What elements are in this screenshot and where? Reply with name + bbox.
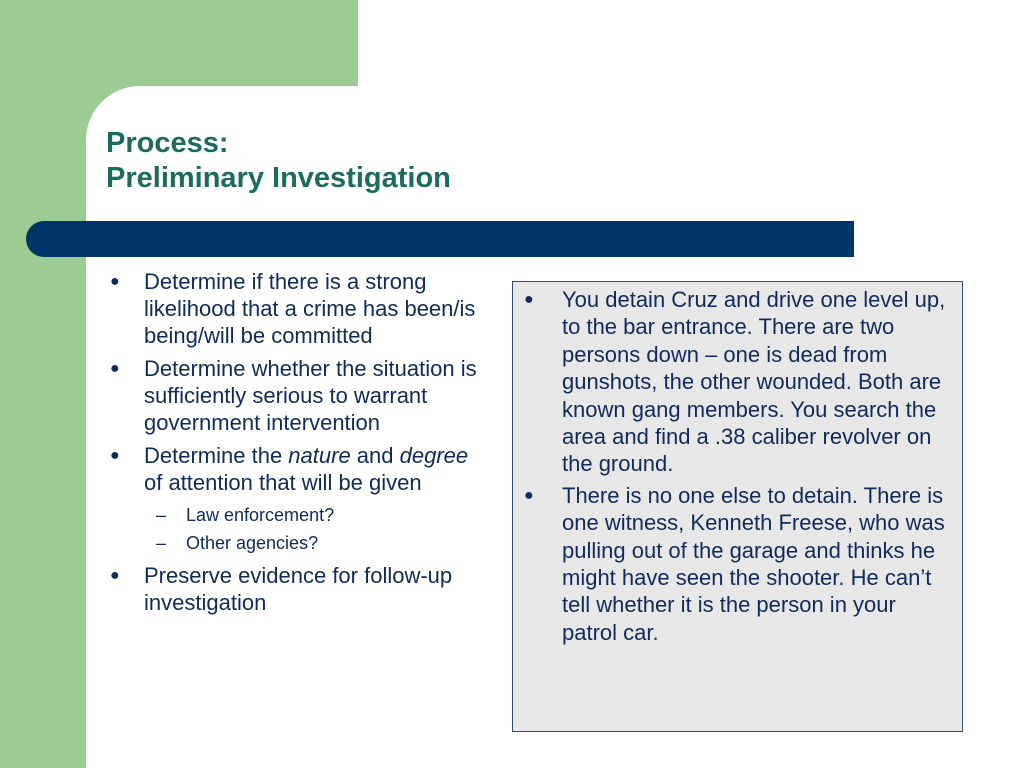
list-item: [106, 562, 492, 616]
list-item-text: Determine whether the situation is sufficiently serious to warrant government intervention: [144, 356, 477, 435]
list-item-text: [144, 443, 468, 495]
green-panel-left: [0, 0, 86, 768]
emphasis-degree: degree: [399, 443, 469, 468]
sub-list-item: [106, 502, 492, 528]
text-fragment: of attention that will be given: [144, 470, 422, 495]
slide-title: [106, 126, 451, 196]
title-underline-bar: [26, 221, 854, 257]
dash-icon: –: [156, 505, 167, 525]
list-item-text: There is no one else to detain. There is one witness, Kenneth Freese, who was pulling out of the garage and thinks he might have seen the shooter. He can’t tell whether it is the person in your patrol car.: [562, 482, 945, 645]
bullet-icon: ●: [110, 273, 120, 290]
text-fragment: Determine the: [144, 443, 289, 468]
text-fragment: and: [350, 443, 400, 468]
bullet-icon: ●: [110, 447, 120, 464]
title-line-1: Process:: [106, 127, 229, 159]
list-item: [106, 442, 492, 496]
list-item: [106, 355, 492, 436]
bullet-icon: ●: [524, 486, 534, 504]
bullet-icon: ●: [524, 291, 534, 308]
sub-list-item-text: Law enforcement?: [186, 505, 335, 525]
list-item: [516, 286, 956, 478]
emphasis-nature: nature: [288, 443, 351, 468]
bullet-icon: ●: [110, 360, 120, 377]
sub-list-item: [106, 530, 492, 556]
list-item-text: Preserve evidence for follow-up investigation: [144, 563, 453, 615]
title-line-2: Preliminary Investigation: [106, 162, 451, 194]
sub-list-item-text: Other agencies?: [186, 533, 319, 553]
list-item: [516, 482, 956, 646]
list-item-text: Determine if there is a strong likelihood that a crime has been/is being/will be committed: [144, 269, 476, 348]
list-item: [106, 268, 492, 349]
list-item-text: You detain Cruz and drive one level up, to the bar entrance. There are two persons down – one is dead from gunshots, the other wounded. Both are known gang members. You search the area and find a .38 caliber revolver on the ground.: [562, 287, 946, 477]
dash-icon: –: [156, 533, 167, 553]
bullet-icon: ●: [110, 567, 120, 584]
left-bullet-list: [106, 268, 492, 622]
scenario-bullet-list: [516, 286, 956, 650]
